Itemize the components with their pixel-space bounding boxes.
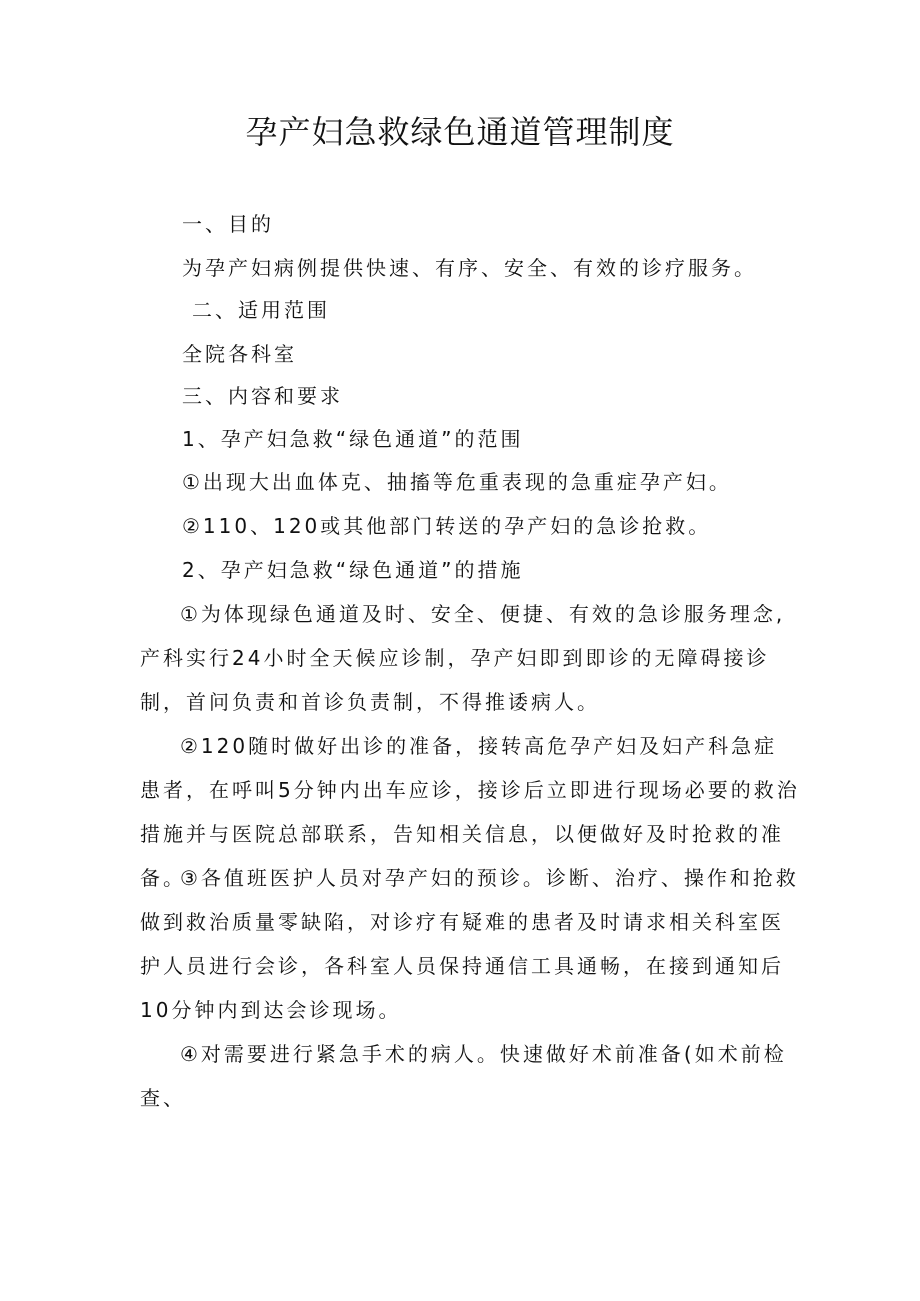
item-2-paragraph-4: ④对需要进行紧急手术的病人。快速做好术前准备(如术前检查、 (140, 1042, 787, 1110)
section-1-heading: 一、目的 (182, 212, 274, 236)
item-2-heading: 2、孕产妇急救“绿色通道”的措施 (182, 558, 524, 582)
section-3-heading: 三、内容和要求 (182, 384, 343, 408)
item-1-heading: 1、孕产妇急救“绿色通道”的范围 (182, 427, 524, 451)
item-2-paragraph-3: ③各值班医护人员对孕产妇的预诊。诊断、治疗、操作和抢救做到救治质量零缺陷，对诊疗有疑难的患者及时请求相关科室医护人员进行会诊，各科室人员保持通信工具通畅，在接到通知后10分钟内到达会诊现场。 (140, 866, 799, 1022)
item-1-point-a: ①出现大出血体克、抽搐等危重表现的急重症孕产妇。 (182, 470, 732, 494)
section-2-heading: 二、适用范围 (192, 298, 330, 322)
item-2-paragraph-2: ②120随时做好出诊的准备，接转高危孕产妇及妇产科急症患者，在呼叫5分钟内出车应诊，接诊后立即进行现场必要的救治措施并与医院总部联系，告知相关信息，以便做好及时抢救的准备。 (140, 734, 800, 890)
section-2-text: 全院各科室 (182, 342, 297, 366)
section-1-text: 为孕产妇病例提供快速、有序、安全、有效的诊疗服务。 (182, 256, 757, 280)
document-title: 孕产妇急救绿色通道管理制度 (245, 113, 675, 151)
item-2-paragraph-1: ①为体现绿色通道及时、安全、便捷、有效的急诊服务理念,产科实行24小时全天候应诊制，孕产妇即到即诊的无障碍接诊制，首问负责和首诊负责制，不得推诿病人。 (140, 602, 786, 714)
item-1-point-b: ②110、120或其他部门转送的孕产妇的急诊抢救。 (182, 514, 712, 538)
